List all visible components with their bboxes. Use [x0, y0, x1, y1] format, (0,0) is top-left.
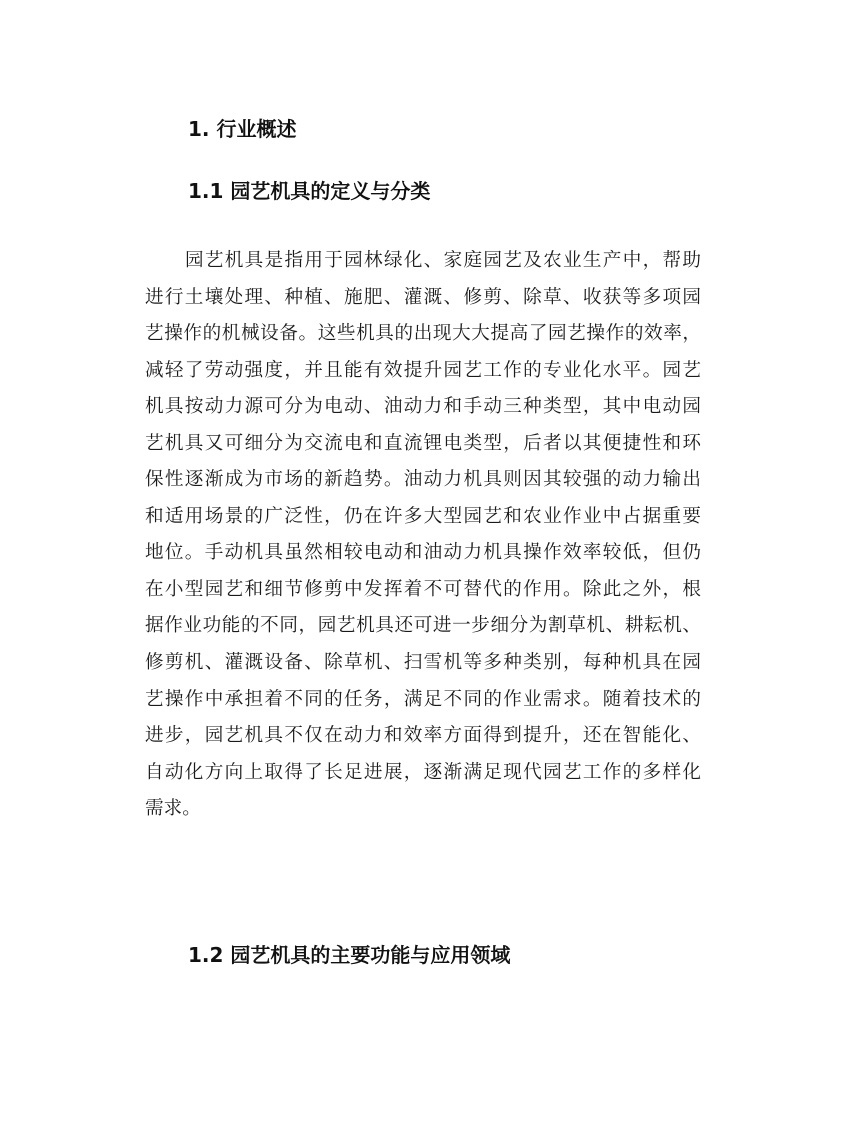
paragraph-line: 和适用场景的广泛性，仍在许多大型园艺和农业作业中占据重要	[145, 505, 701, 527]
paragraph-line: 艺机具又可细分为交流电和直流锂电类型，后者以其便捷性和环	[145, 432, 701, 454]
paragraph-line: 保性逐渐成为市场的新趋势。油动力机具则因其较强的动力输出	[145, 469, 701, 491]
body-paragraph	[145, 243, 701, 828]
paragraph-line: 园艺机具是指用于园林绿化、家庭园艺及农业生产中，帮助	[185, 250, 701, 271]
paragraph-line: 据作业功能的不同，园艺机具还可进一步细分为割草机、耕耘机、	[145, 615, 701, 637]
paragraph-line: 减轻了劳动强度，并且能有效提升园艺工作的专业化水平。园艺	[145, 359, 701, 381]
paragraph-line: 进步，园艺机具不仅在动力和效率方面得到提升，还在智能化、	[145, 725, 701, 747]
subsection-heading-definition: 1.1 园艺机具的定义与分类	[188, 179, 431, 203]
paragraph-line: 需求。	[145, 798, 201, 820]
paragraph-line: 在小型园艺和细节修剪中发挥着不可替代的作用。除此之外，根	[145, 578, 701, 600]
paragraph-line: 艺操作中承担着不同的任务，满足不同的作业需求。随着技术的	[145, 688, 701, 710]
paragraph-line: 艺操作的机械设备。这些机具的出现大大提高了园艺操作的效率，	[145, 323, 701, 345]
section-heading: 1. 行业概述	[188, 117, 297, 141]
paragraph-line: 机具按动力源可分为电动、油动力和手动三种类型，其中电动园	[145, 396, 701, 418]
paragraph-line: 进行土壤处理、种植、施肥、灌溉、修剪、除草、收获等多项园	[145, 286, 701, 308]
paragraph-line: 修剪机、灌溉设备、除草机、扫雪机等多种类别，每种机具在园	[145, 652, 701, 674]
paragraph-line: 地位。手动机具虽然相较电动和油动力机具操作效率较低，但仍	[145, 542, 701, 564]
subsection-heading-functions: 1.2 园艺机具的主要功能与应用领域	[188, 943, 511, 967]
paragraph-line: 自动化方向上取得了长足进展，逐渐满足现代园艺工作的多样化	[145, 761, 701, 783]
